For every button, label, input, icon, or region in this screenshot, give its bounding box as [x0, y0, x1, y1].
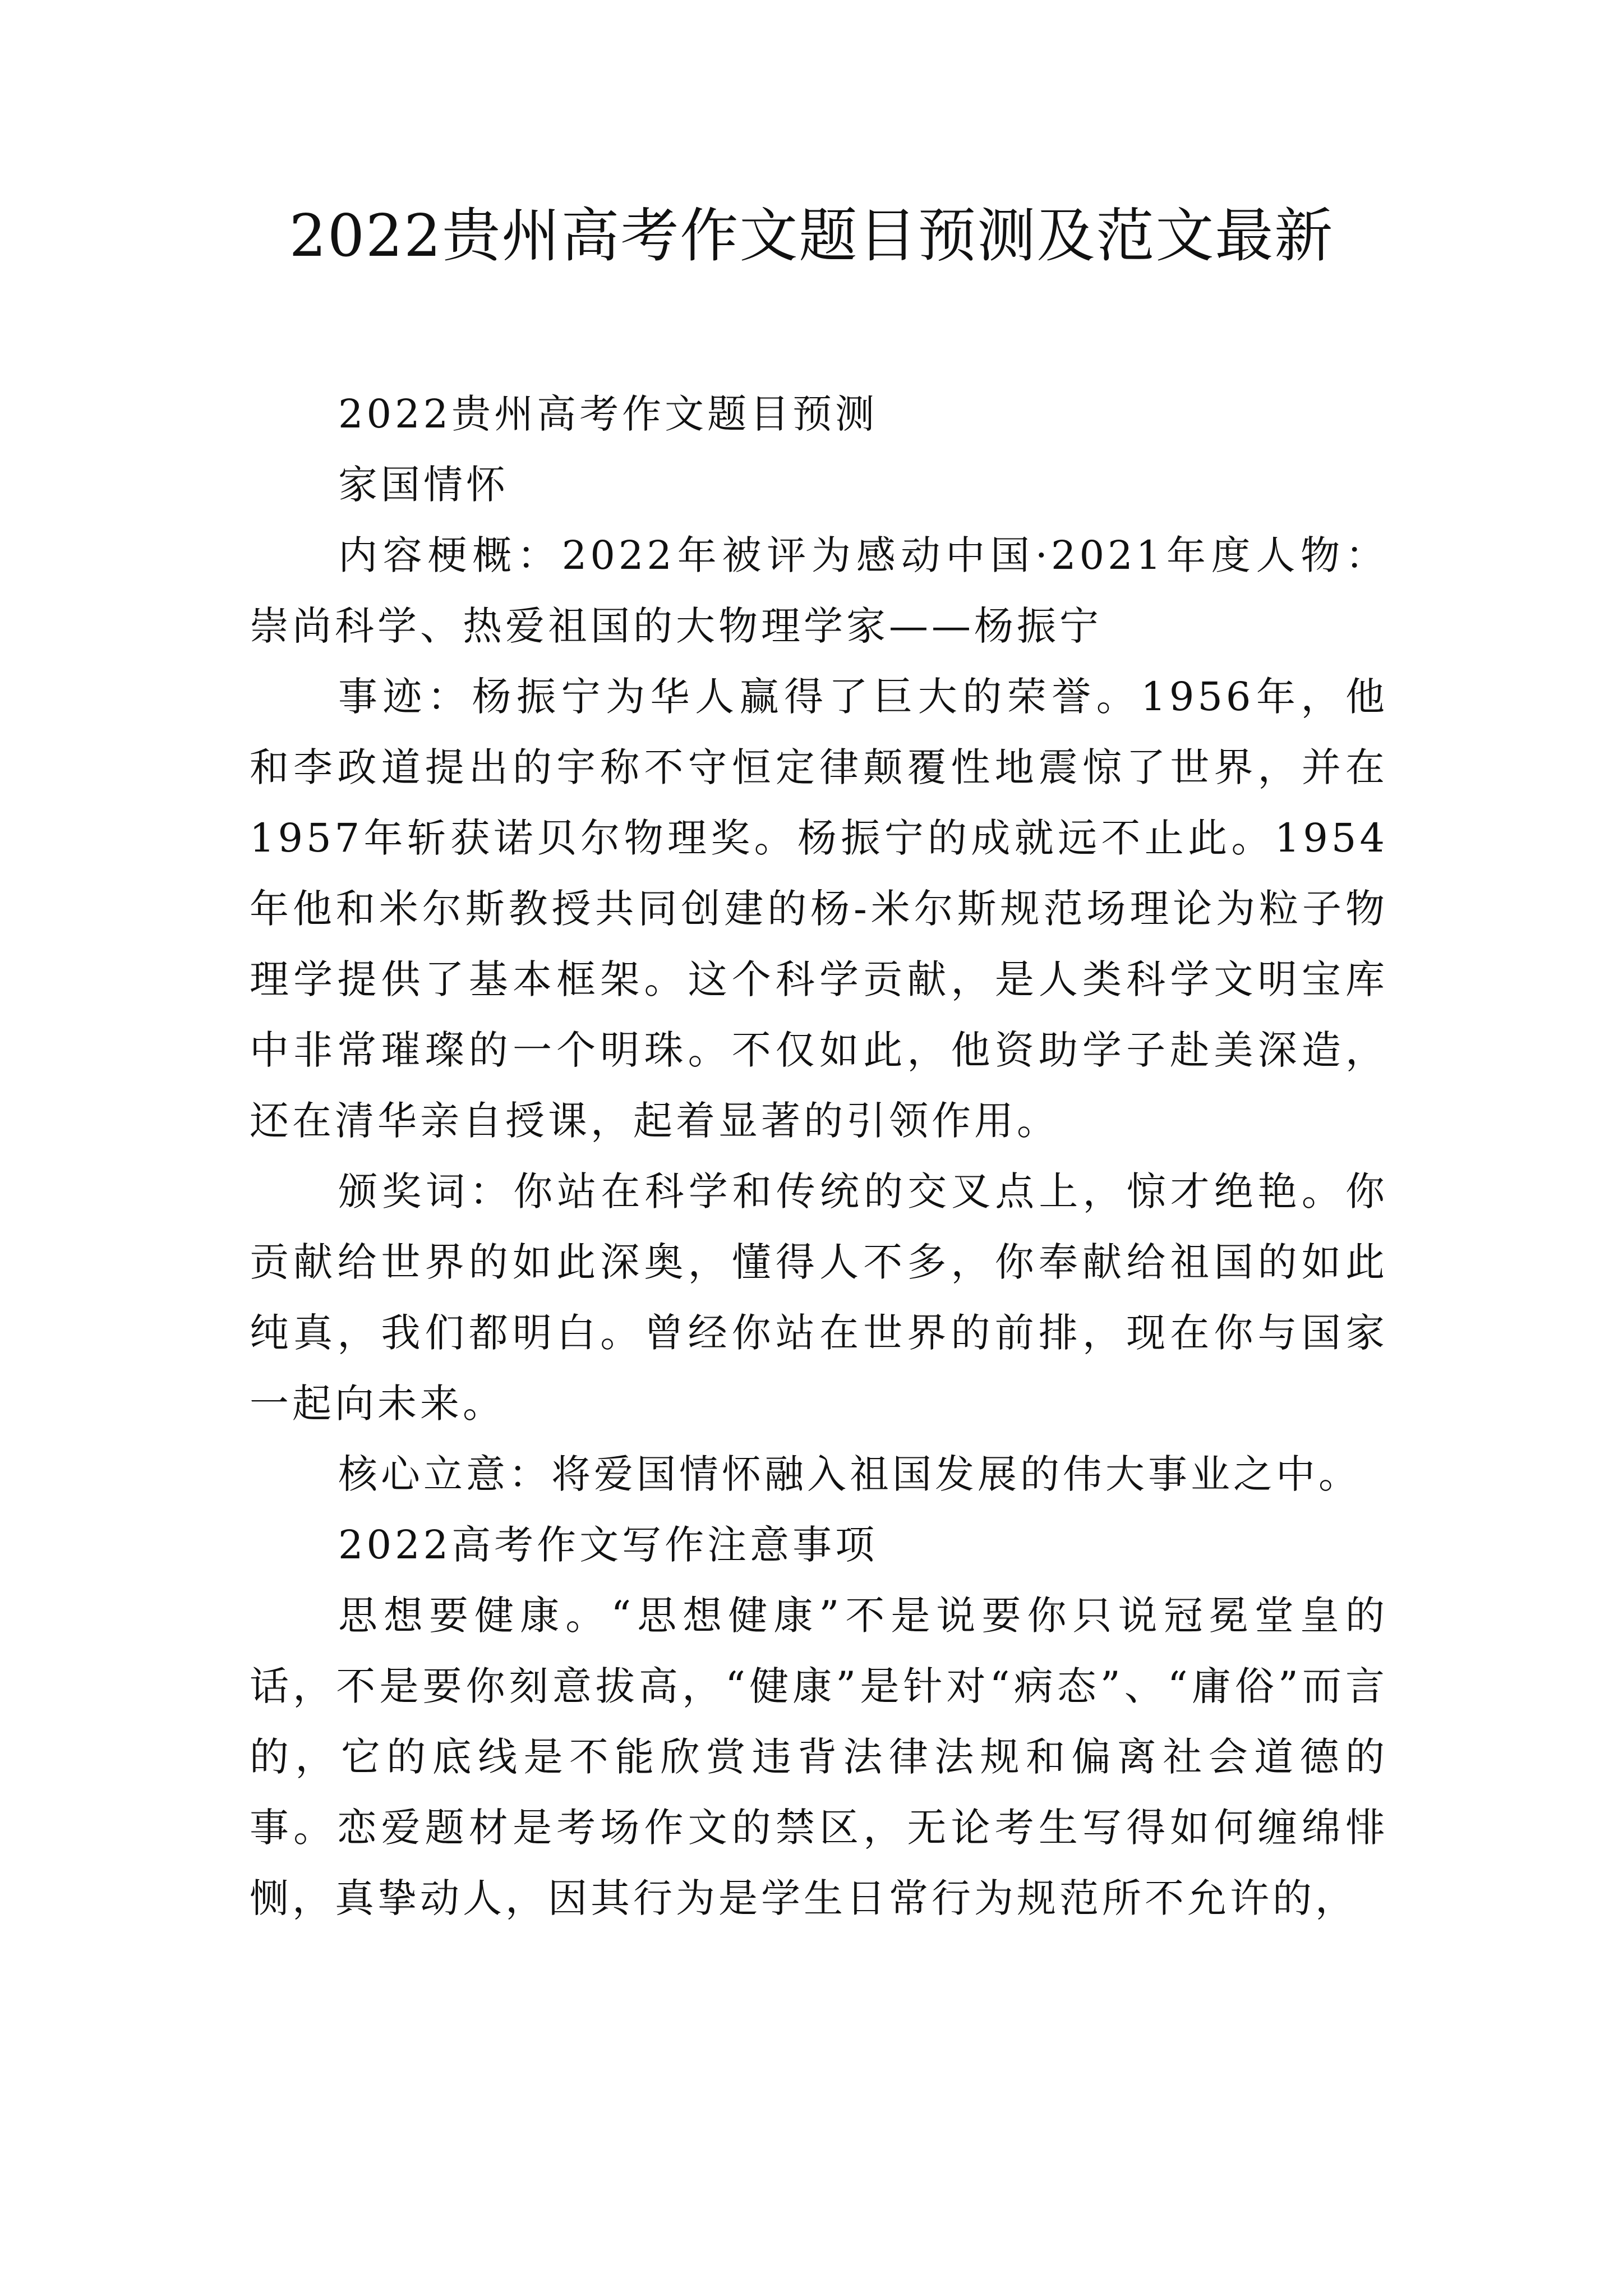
paragraph-summary: 内容梗概：2022年被评为感动中国·2021年度人物：崇尚科学、热爱祖国的大物理学家——杨振宁	[250, 532, 1388, 649]
paragraph-deeds: 事迹：杨振宁为华人赢得了巨大的荣誉。1956年，他和李政道提出的宇称不守恒定律颠覆性地震惊了世界，并在1957年斩获诺贝尔物理奖。杨振宁的成就远不止此。1954年他和米尔斯教授共同创建的杨-米尔斯规范场理论为粒子物理学提供了基本框架。这个科学贡献，是人类科学文明宝库中非常璀璨的一个明珠。不仅如此，他资助学子赴美深造，还在清华亲自授课，起着显著的引领作用。	[250, 674, 1388, 1144]
document-body	[250, 379, 1388, 1934]
document-title: 2022贵州高考作文题目预测及范文最新	[289, 201, 1334, 270]
topic-heading: 家国情怀	[338, 462, 509, 508]
paragraph-healthy-thought: 思想要健康。“思想健康”不是说要你只说冠冕堂皇的话，不是要你刻意拔高，“健康”是针对“病态”、“庸俗”而言的，它的底线是不能欣赏违背法律法规和偏离社会道德的事。恋爱题材是考场作文的禁区，无论考生写得如何缠绵悱恻，真挚动人，因其行为是学生日常行为规范所不允许的，	[250, 1593, 1388, 1921]
paragraph-core-idea: 核心立意：将爱国情怀融入祖国发展的伟大事业之中。	[338, 1451, 1361, 1497]
paragraph-award-speech: 颁奖词：你站在科学和传统的交叉点上，惊才绝艳。你贡献给世界的如此深奥，懂得人不多，你奉献给祖国的如此纯真，我们都明白。曾经你站在世界的前排，现在你与国家一起向未来。	[250, 1168, 1388, 1427]
section-heading-prediction: 2022贵州高考作文题目预测	[338, 391, 878, 437]
section-heading-notes: 2022高考作文写作注意事项	[338, 1522, 878, 1568]
